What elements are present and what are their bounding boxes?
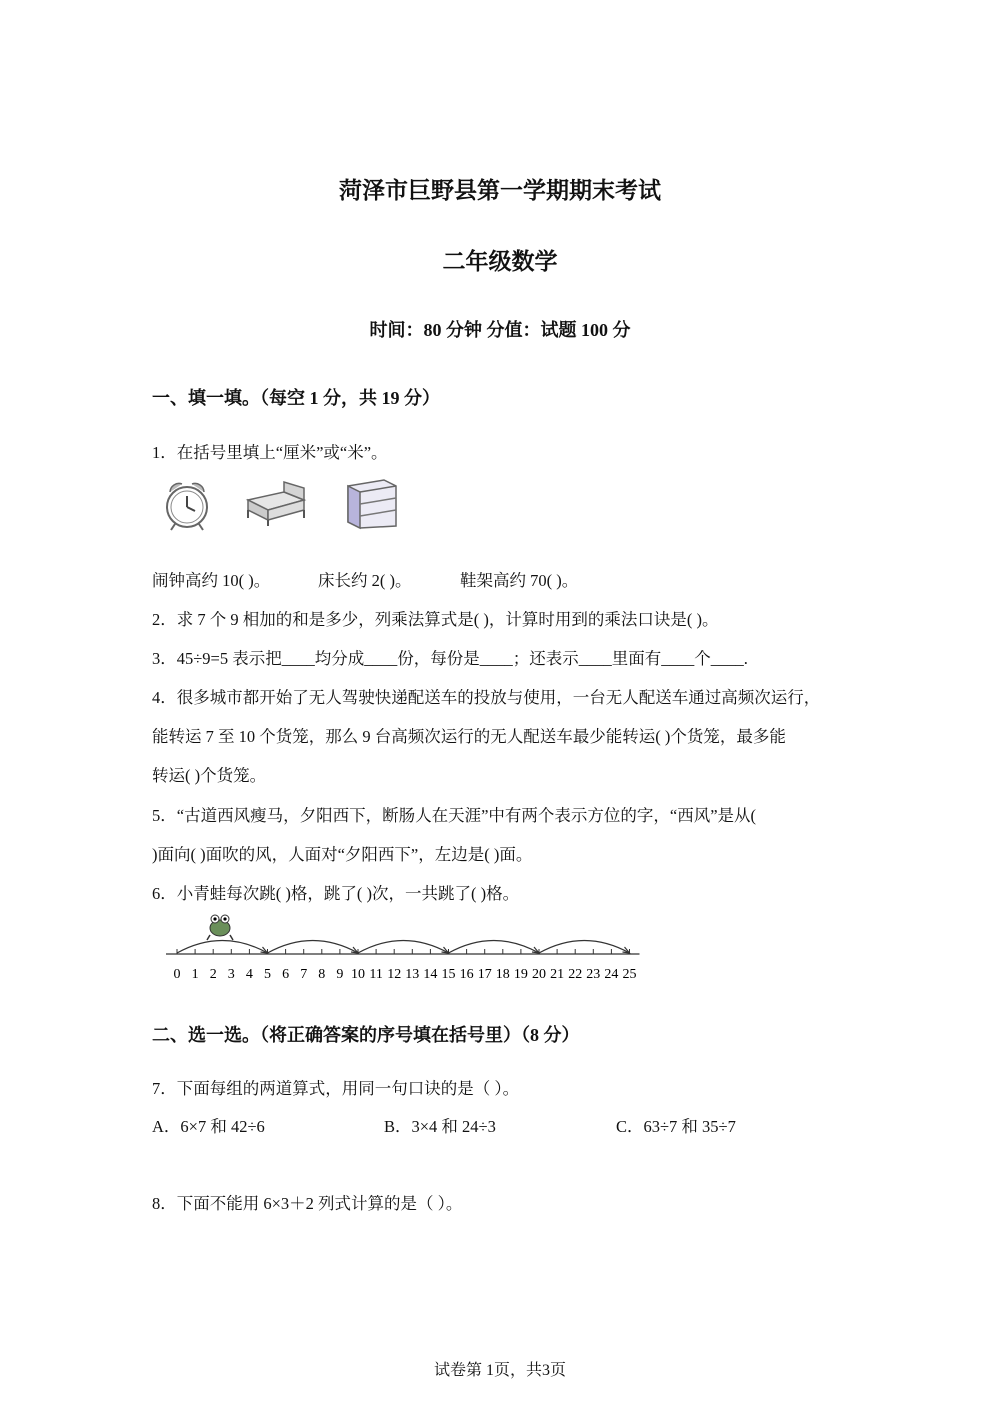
jump-arc xyxy=(449,941,540,954)
question-4-line-2: 能转运 7 至 10 个货笼，那么 9 台高频次运行的无人配送车最少能转运( )个货笼，最多能 xyxy=(152,727,786,746)
frog-icon xyxy=(207,915,233,940)
number-line-tick-label: 2 xyxy=(209,967,217,982)
number-line-tick-label: 9 xyxy=(336,967,344,982)
number-line xyxy=(160,908,650,988)
number-line-tick-label: 7 xyxy=(300,967,308,982)
question-8-stem: 8．下面不能用 6×3＋2 列式计算的是（ ）。 xyxy=(152,1194,463,1213)
number-line-tick-label: 12 xyxy=(387,967,402,982)
number-line-tick-label: 4 xyxy=(245,967,253,982)
alarm-clock-icon xyxy=(160,478,214,532)
number-line-tick-label: 0 xyxy=(173,967,181,982)
number-line-tick-label: 11 xyxy=(369,967,383,982)
number-line-tick-label: 23 xyxy=(586,967,601,982)
number-line-tick-label: 1 xyxy=(191,967,199,982)
number-line-tick-label: 5 xyxy=(264,967,271,982)
shoe-rack-icon xyxy=(344,476,400,530)
question-1-item-clock: 闹钟高约 10( )。 xyxy=(152,571,271,590)
exam-title: 菏泽市巨野县第一学期期末考试 xyxy=(339,178,661,204)
number-line-tick-label: 6 xyxy=(282,967,290,982)
section-2-heading: 二、选一选。（将正确答案的序号填在括号里）（8 分） xyxy=(152,1025,580,1045)
question-5-line-1: 5．“古道西风瘦马，夕阳西下，断肠人在天涯”中有两个表示方位的字，“西风”是从( xyxy=(152,806,757,825)
question-2: 2．求 7 个 9 相加的和是多少，列乘法算式是( )，计算时用到的乘法口诀是( )。 xyxy=(152,610,719,629)
exam-subtitle: 二年级数学 xyxy=(442,249,558,275)
number-line-tick-label: 15 xyxy=(441,967,456,982)
section-1-heading: 一、填一填。（每空 1 分，共 19 分） xyxy=(152,388,440,408)
question-5-line-2: )面向( )面吹的风，人面对“夕阳西下”，左边是( )面。 xyxy=(152,845,533,864)
number-line-tick-label: 17 xyxy=(477,967,492,982)
page-footer: 试卷第 1页，共3页 xyxy=(433,1362,566,1379)
number-line-tick-label: 18 xyxy=(495,967,510,982)
question-4-line-1: 4．很多城市都开始了无人驾驶快递配送车的投放与使用，一台无人配送车通过高频次运行， xyxy=(152,688,821,707)
number-line-tick-label: 20 xyxy=(532,967,546,982)
question-1-item-bed: 床长约 2( )。 xyxy=(318,571,412,590)
jump-arc xyxy=(177,941,268,954)
number-line-tick-label: 16 xyxy=(459,967,474,982)
question-1-stem: 1．在括号里填上“厘米”或“米”。 xyxy=(152,443,388,462)
number-line-tick-label: 25 xyxy=(622,967,637,982)
number-line-tick-label: 3 xyxy=(227,967,235,982)
question-7-stem: 7．下面每组的两道算式，用同一句口诀的是（ ）。 xyxy=(152,1079,520,1098)
number-line-tick-label: 13 xyxy=(405,967,420,982)
number-line-tick-label: 14 xyxy=(423,967,438,982)
number-line-tick-label: 21 xyxy=(550,967,565,982)
number-line-tick-label: 19 xyxy=(513,967,528,982)
question-3: 3．45÷9=5 表示把____均分成____份，每份是____；还表示____里面有____个____. xyxy=(152,649,748,668)
question-7-option-a: A．6×7 和 42÷6 xyxy=(152,1117,265,1136)
question-1-item-shoe-rack: 鞋架高约 70( )。 xyxy=(460,571,579,590)
question-4-line-3: 转运( )个货笼。 xyxy=(152,766,267,785)
jump-arc xyxy=(358,941,449,954)
bed-icon xyxy=(244,478,308,528)
number-line-tick-label: 22 xyxy=(568,967,583,982)
number-line-tick-label: 10 xyxy=(351,967,365,982)
jump-arc xyxy=(268,941,359,954)
question-7-option-b: B．3×4 和 24÷3 xyxy=(384,1117,496,1136)
exam-meta: 时间：80 分钟 分值：试题 100 分 xyxy=(369,320,631,340)
question-6-stem: 6．小青蛙每次跳( )格，跳了( )次，一共跳了( )格。 xyxy=(152,884,520,903)
number-line-tick-label: 8 xyxy=(318,967,326,982)
question-7-option-c: C．63÷7 和 35÷7 xyxy=(616,1117,736,1136)
jump-arc xyxy=(539,941,630,954)
number-line-tick-label: 24 xyxy=(604,967,619,982)
